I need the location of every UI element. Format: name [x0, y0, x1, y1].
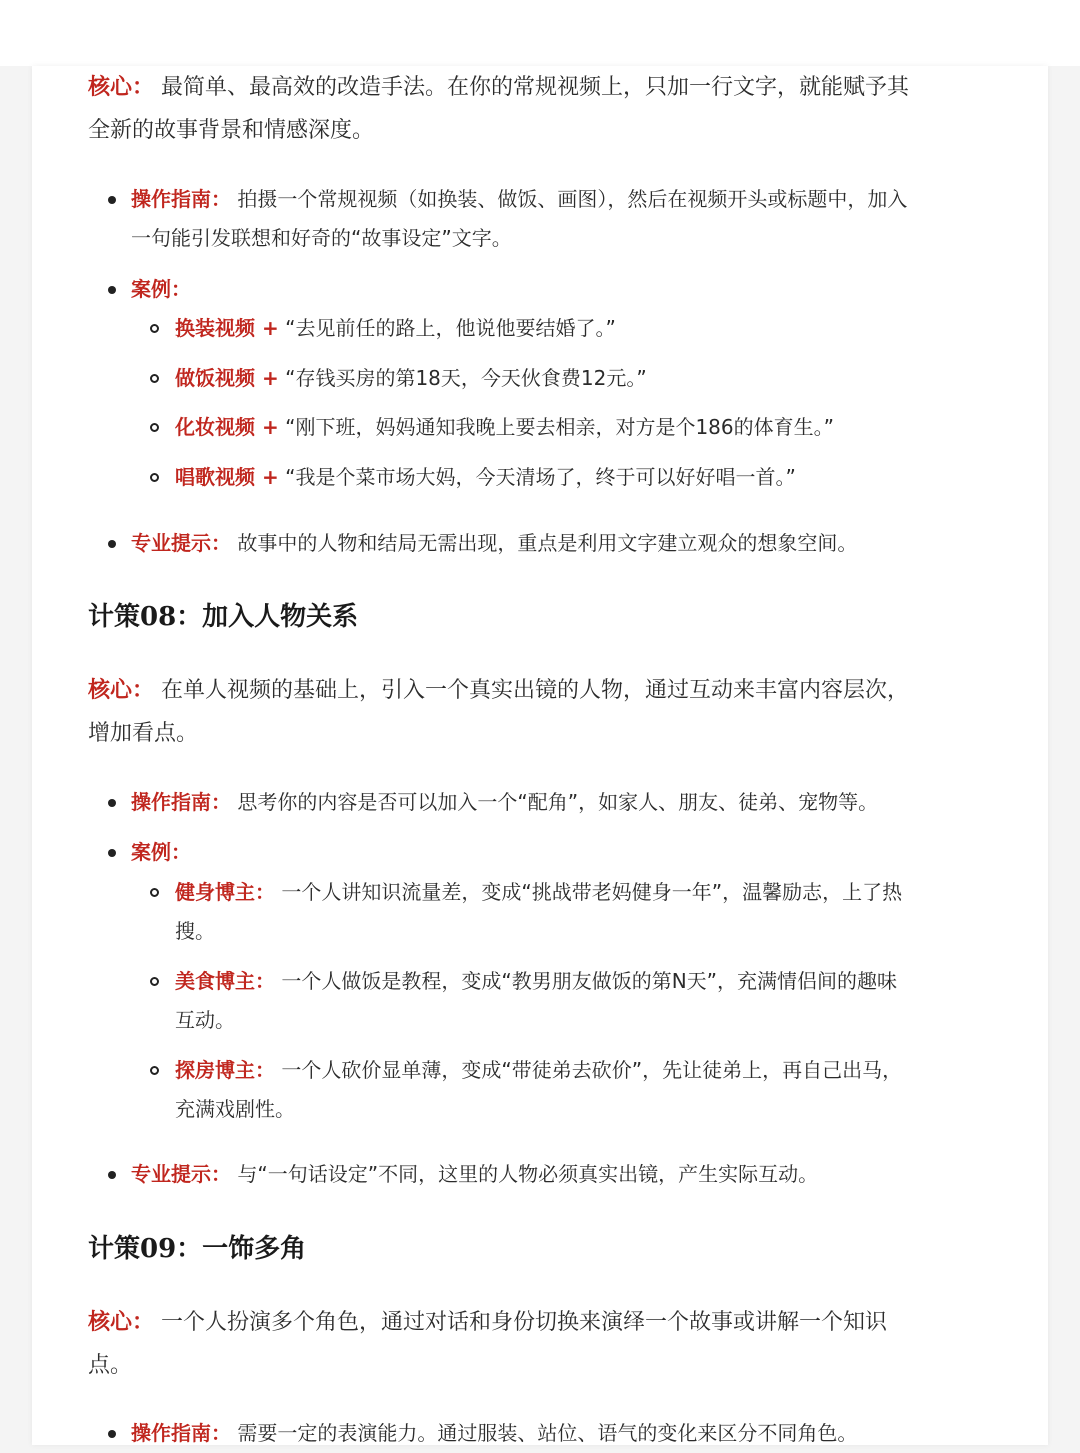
sub-bullet-circle — [150, 473, 159, 482]
core-text: 在单人视频的基础上，引入一个真实出镜的人物，通过互动来丰富内容层次， — [161, 678, 910, 703]
case-item — [175, 407, 834, 447]
s7-guide-item — [131, 179, 907, 219]
s7-core-paragraph — [88, 66, 909, 109]
case-label: 唱歌视频 + — [175, 465, 279, 489]
case-label: 健身博主： — [175, 880, 275, 904]
s9-core-paragraph-line2: 点。 — [88, 1353, 133, 1378]
case-label: 化妆视频 + — [175, 415, 279, 439]
bullet-dot — [108, 1430, 116, 1438]
sub-bullet-circle — [150, 888, 159, 897]
case-text-line2: 互动。 — [175, 1008, 235, 1032]
sub-bullet-circle — [150, 324, 159, 333]
case-text: “刚下班，妈妈通知我晚上要去相亲，对方是个186的体育生。” — [285, 415, 834, 439]
case-text: “存钱买房的第18天，今天伙食费12元。” — [285, 366, 647, 390]
bullet-dot — [108, 1171, 116, 1179]
case-item — [175, 1050, 902, 1090]
case-item — [175, 457, 796, 497]
article-card — [32, 66, 1048, 1445]
s7-guide-item-line2: 一句能引发联想和好奇的“故事设定”文字。 — [131, 226, 512, 250]
guide-text: 思考你的内容是否可以加入一个“配角”，如家人、朋友、徒弟、宠物等。 — [237, 790, 879, 814]
guide-label: 操作指南： — [131, 790, 231, 814]
sub-bullet-circle — [150, 977, 159, 986]
core-label: 核心： — [88, 1310, 155, 1335]
core-label: 核心： — [88, 678, 155, 703]
s8-cases-label: 案例： — [131, 840, 191, 864]
bullet-dot — [108, 849, 116, 857]
tip-label: 专业提示： — [131, 531, 231, 555]
sub-bullet-circle — [150, 374, 159, 383]
core-label: 核心： — [88, 75, 155, 100]
s7-cases-label: 案例： — [131, 277, 191, 301]
bullet-dot — [108, 196, 116, 204]
case-label: 探房博主： — [175, 1058, 275, 1082]
s8-tip-item — [131, 1154, 818, 1194]
s8-core-paragraph-line2: 增加看点。 — [88, 721, 199, 746]
case-text-line2: 搜。 — [175, 919, 215, 943]
case-label: 做饭视频 + — [175, 366, 279, 390]
guide-text: 需要一定的表演能力。通过服装、站位、语气的变化来区分不同角色。 — [237, 1421, 858, 1445]
top-bar — [0, 0, 1080, 66]
case-text: 一个人砍价显单薄，变成“带徒弟去砍价”，先让徒弟上，再自己出马， — [281, 1058, 903, 1082]
case-item — [175, 308, 616, 348]
sub-bullet-circle — [150, 1066, 159, 1075]
case-text: “去见前任的路上，他说他要结婚了。” — [285, 316, 616, 340]
s8-guide-item — [131, 782, 878, 822]
s8-core-paragraph — [88, 669, 909, 712]
bullet-dot — [108, 286, 116, 294]
case-label: 美食博主： — [175, 969, 275, 993]
tip-text: 故事中的人物和结局无需出现，重点是利用文字建立观众的想象空间。 — [237, 531, 858, 555]
section-heading: 计策08：加入人物关系 — [88, 602, 359, 632]
section-heading: 计策09：一饰多角 — [88, 1234, 307, 1264]
tip-label: 专业提示： — [131, 1162, 231, 1186]
s7-core-paragraph-line2: 全新的故事背景和情感深度。 — [88, 118, 375, 143]
case-text-line2: 充满戏剧性。 — [175, 1097, 295, 1121]
s7-tip-item — [131, 523, 857, 563]
case-text: 一个人做饭是教程，变成“教男朋友做饭的第N天”，充满情侣间的趣味 — [281, 969, 898, 993]
sub-bullet-circle — [150, 423, 159, 432]
bullet-dot — [108, 540, 116, 548]
case-text: “我是个菜市场大妈，今天清场了，终于可以好好唱一首。” — [285, 465, 796, 489]
guide-text: 拍摄一个常规视频（如换装、做饭、画图），然后在视频开头或标题中，加入 — [237, 187, 908, 211]
case-item — [175, 872, 902, 912]
guide-label: 操作指南： — [131, 1421, 231, 1445]
core-text: 一个人扮演多个角色，通过对话和身份切换来演绎一个故事或讲解一个知识 — [161, 1310, 888, 1335]
core-text: 最简单、最高效的改造手法。在你的常规视频上，只加一行文字，就能赋予其 — [161, 75, 910, 100]
s9-guide-item — [131, 1413, 857, 1453]
case-label: 换装视频 + — [175, 316, 279, 340]
case-item — [175, 961, 897, 1001]
guide-label: 操作指南： — [131, 187, 231, 211]
case-item — [175, 358, 647, 398]
bullet-dot — [108, 799, 116, 807]
case-text: 一个人讲知识流量差，变成“挑战带老妈健身一年”，温馨励志，上了热 — [281, 880, 903, 904]
s9-core-paragraph — [88, 1301, 887, 1344]
tip-text: 与“一句话设定”不同，这里的人物必须真实出镜，产生实际互动。 — [237, 1162, 819, 1186]
